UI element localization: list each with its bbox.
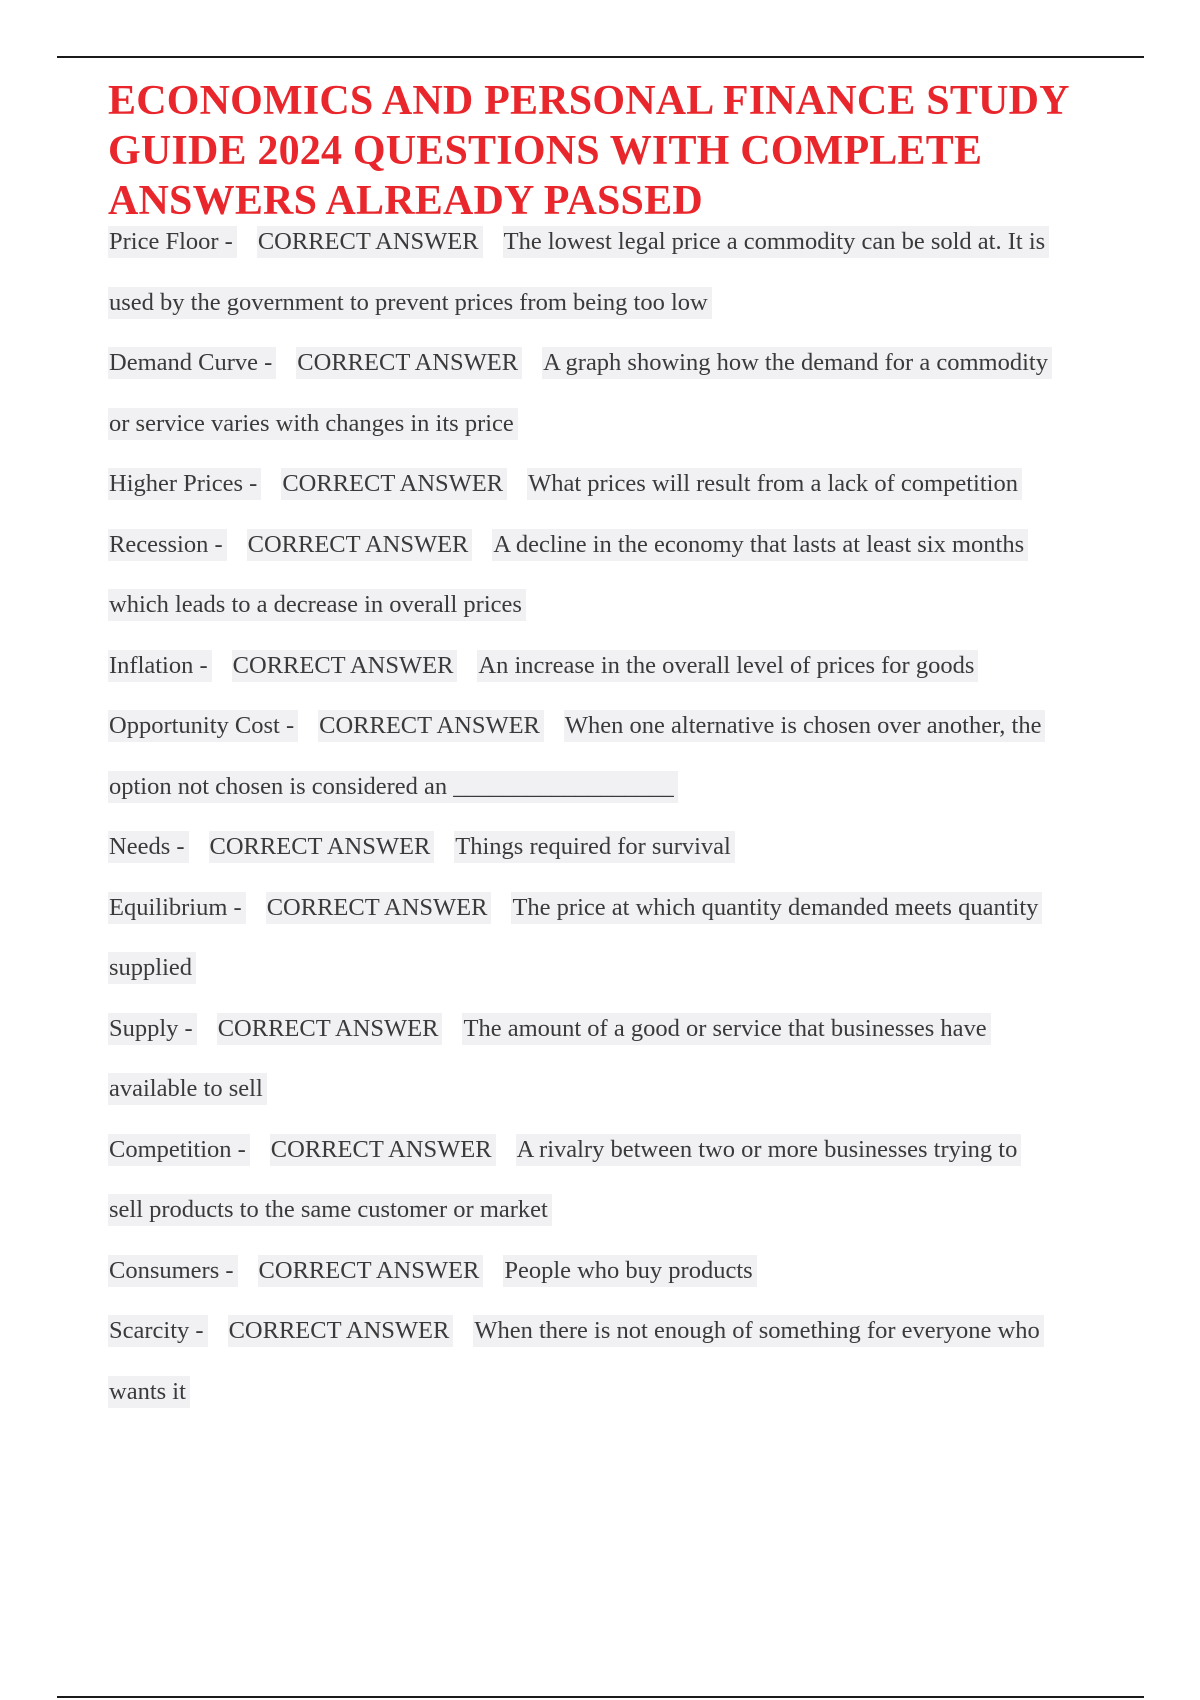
qa-definition-line: sell products to the same customer or market xyxy=(108,1194,552,1226)
qa-item xyxy=(108,817,1158,878)
qa-line xyxy=(108,757,1158,818)
qa-definition-line: An increase in the overall level of prices for goods xyxy=(477,650,978,682)
qa-answer-marker: CORRECT ANSWER xyxy=(209,831,435,863)
qa-line xyxy=(108,999,1158,1060)
qa-answer-marker: CORRECT ANSWER xyxy=(281,468,507,500)
qa-line xyxy=(108,394,1158,455)
qa-term: Opportunity Cost - xyxy=(108,710,298,742)
qa-item xyxy=(108,515,1158,636)
qa-item xyxy=(108,636,1158,697)
qa-term: Recession - xyxy=(108,529,227,561)
qa-line xyxy=(108,1059,1158,1120)
qa-line xyxy=(108,212,1158,273)
qa-definition-line: When one alternative is chosen over another, the xyxy=(564,710,1046,742)
qa-item xyxy=(108,999,1158,1120)
qa-line xyxy=(108,1180,1158,1241)
qa-definition-line: available to sell xyxy=(108,1073,267,1105)
qa-definition-line: wants it xyxy=(108,1376,190,1408)
qa-definition-line: When there is not enough of something for everyone who xyxy=(473,1315,1043,1347)
qa-term: Price Floor - xyxy=(108,226,237,258)
qa-line xyxy=(108,817,1158,878)
document-title: ECONOMICS AND PERSONAL FINANCE STUDY GUIDE 2024 QUESTIONS WITH COMPLETE ANSWERS ALREADY PASSED xyxy=(108,78,1069,224)
qa-term: Consumers - xyxy=(108,1255,238,1287)
qa-list xyxy=(108,212,1158,1422)
qa-definition-line: A rivalry between two or more businesses trying to xyxy=(516,1134,1022,1166)
qa-item xyxy=(108,333,1158,454)
qa-definition-line: What prices will result from a lack of competition xyxy=(527,468,1022,500)
qa-line xyxy=(108,878,1158,939)
qa-answer-marker: CORRECT ANSWER xyxy=(247,529,473,561)
qa-answer-marker: CORRECT ANSWER xyxy=(266,892,492,924)
qa-term: Demand Curve - xyxy=(108,347,276,379)
qa-line xyxy=(108,333,1158,394)
qa-item xyxy=(108,1241,1158,1302)
qa-line xyxy=(108,1120,1158,1181)
qa-item xyxy=(108,878,1158,999)
qa-term: Supply - xyxy=(108,1013,197,1045)
qa-definition-line: People who buy products xyxy=(503,1255,756,1287)
qa-answer-marker: CORRECT ANSWER xyxy=(318,710,544,742)
qa-answer-marker: CORRECT ANSWER xyxy=(228,1315,454,1347)
qa-definition-line: used by the government to prevent prices from being too low xyxy=(108,287,712,319)
qa-definition-line: The price at which quantity demanded meets quantity xyxy=(511,892,1042,924)
qa-line xyxy=(108,454,1158,515)
qa-term: Equilibrium - xyxy=(108,892,246,924)
qa-answer-marker: CORRECT ANSWER xyxy=(258,1255,484,1287)
qa-definition-line: which leads to a decrease in overall prices xyxy=(108,589,526,621)
qa-item xyxy=(108,212,1158,333)
qa-answer-marker: CORRECT ANSWER xyxy=(217,1013,443,1045)
qa-line xyxy=(108,1301,1158,1362)
qa-definition-line: Things required for survival xyxy=(454,831,735,863)
qa-definition-line: A decline in the economy that lasts at least six months xyxy=(492,529,1028,561)
qa-definition-line: or service varies with changes in its price xyxy=(108,408,518,440)
qa-item xyxy=(108,1301,1158,1422)
qa-definition-line: A graph showing how the demand for a commodity xyxy=(542,347,1052,379)
qa-line xyxy=(108,575,1158,636)
qa-line xyxy=(108,1362,1158,1423)
qa-term: Scarcity - xyxy=(108,1315,208,1347)
qa-answer-marker: CORRECT ANSWER xyxy=(270,1134,496,1166)
qa-definition-line: option not chosen is considered an __________________ xyxy=(108,771,678,803)
qa-line xyxy=(108,636,1158,697)
qa-line xyxy=(108,1241,1158,1302)
qa-line xyxy=(108,515,1158,576)
top-rule xyxy=(57,56,1144,58)
qa-item xyxy=(108,454,1158,515)
qa-line xyxy=(108,696,1158,757)
qa-term: Higher Prices - xyxy=(108,468,261,500)
qa-term: Inflation - xyxy=(108,650,212,682)
qa-definition-line: The lowest legal price a commodity can be sold at. It is xyxy=(503,226,1050,258)
qa-answer-marker: CORRECT ANSWER xyxy=(232,650,458,682)
bottom-rule xyxy=(57,1696,1144,1698)
qa-line xyxy=(108,938,1158,999)
qa-line xyxy=(108,273,1158,334)
qa-answer-marker: CORRECT ANSWER xyxy=(257,226,483,258)
qa-item xyxy=(108,1120,1158,1241)
qa-item xyxy=(108,696,1158,817)
qa-term: Competition - xyxy=(108,1134,250,1166)
qa-definition-line: supplied xyxy=(108,952,196,984)
qa-definition-line: The amount of a good or service that businesses have xyxy=(462,1013,990,1045)
qa-answer-marker: CORRECT ANSWER xyxy=(296,347,522,379)
qa-term: Needs - xyxy=(108,831,189,863)
